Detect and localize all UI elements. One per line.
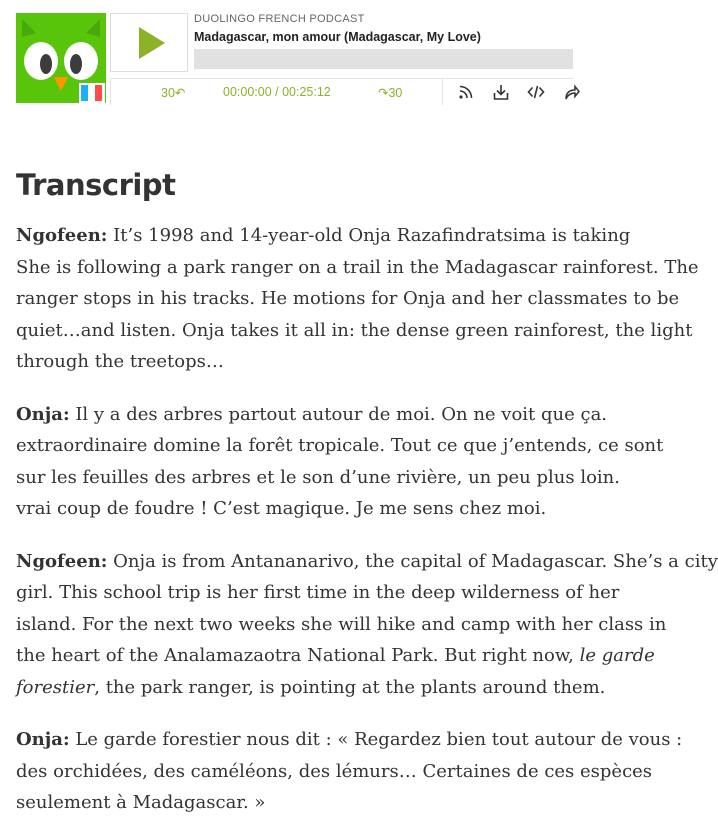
transcript-line: through the treetops… [16, 351, 224, 372]
transcript-line: seulement à Madagascar. » [16, 792, 266, 813]
transcript-line: island. For the next two weeks she will hike and camp with her class in [16, 613, 667, 635]
divider [442, 79, 443, 105]
transcript-line: quiet…and listen. Onja takes it all in: the dense green rainforest, the light [16, 319, 693, 341]
transcript-line [16, 724, 683, 756]
duo-owl-logo [16, 13, 106, 103]
transcript-paragraph [16, 724, 683, 819]
italic-term: le garde [579, 645, 655, 666]
transcript-line: She is following a park ranger on a trail in the Madagascar rainforest. The [16, 256, 699, 278]
italic-term: forestier [16, 676, 95, 698]
speaker-name: Onja: [16, 403, 70, 425]
transcript-line [16, 220, 631, 252]
transcript-line [16, 399, 608, 431]
podcast-cover-art [16, 13, 106, 103]
transcript-line [16, 672, 606, 704]
duration: 00:25:12 [282, 85, 331, 99]
podcast-player [0, 0, 573, 115]
time-display [223, 85, 331, 99]
embed-icon[interactable] [527, 83, 545, 101]
line-text: , the park ranger, is pointing at the plants around them. [94, 676, 606, 698]
transcript-paragraph [16, 220, 699, 378]
skip-back-30-button[interactable]: 30↶ [161, 86, 186, 100]
episode-title: Madagascar, mon amour (Madagascar, My Love) [194, 30, 481, 44]
transcript-line: ranger stops in his tracks. He motions for Onja and her classmates to be [16, 288, 680, 309]
play-button[interactable] [110, 13, 188, 72]
line-text: Le garde forestier nous dit : « Regardez bien tout autour de vous : [69, 729, 683, 750]
progress-bar[interactable] [194, 49, 573, 69]
transcript-line: sur les feuilles des arbres et le son d’une rivière, un peu plus loin. [16, 466, 620, 488]
transcript-line: des orchidées, des caméléons, des lémurs… Certaines de ces espèces [16, 760, 653, 782]
transcript-heading: Transcript [16, 168, 176, 202]
line-text: Onja is from Antananarivo, the capital of Madagascar. She’s a city [107, 550, 718, 572]
transcript-body [16, 220, 718, 840]
transcript-paragraph [16, 546, 718, 704]
transcript-line: extraordinaire domine la forêt tropicale. Tout ce que j’entends, ce sont [16, 435, 664, 456]
play-icon [139, 27, 165, 59]
transcript-line: girl. This school trip is her first time in the deep wilderness of her [16, 582, 620, 603]
download-icon[interactable] [492, 83, 510, 101]
speaker-name: Ngofeen: [16, 225, 108, 246]
share-icon[interactable] [562, 83, 580, 101]
transcript-paragraph [16, 399, 664, 525]
line-text: Il y a des arbres partout autour de moi. On ne voit que ça. [69, 403, 608, 425]
transcript-line [16, 546, 718, 578]
rss-icon[interactable] [457, 83, 475, 101]
time-separator: / [271, 85, 283, 99]
speaker-name: Onja: [16, 729, 70, 750]
show-title: DUOLINGO FRENCH PODCAST [194, 13, 365, 25]
player-controls [110, 78, 574, 105]
transcript-line: vrai coup de foudre ! C’est magique. Je me sens chez moi. [16, 498, 547, 519]
line-text: the heart of the Analamazaotra National Park. But right now, [16, 645, 580, 666]
current-time: 00:00:00 [223, 85, 272, 99]
speaker-name: Ngofeen: [16, 550, 108, 572]
transcript-line [16, 640, 655, 672]
skip-forward-30-button[interactable]: ↷30 [378, 86, 403, 100]
line-text: It’s 1998 and 14-year-old Onja Razafindratsima is taking [107, 225, 631, 246]
